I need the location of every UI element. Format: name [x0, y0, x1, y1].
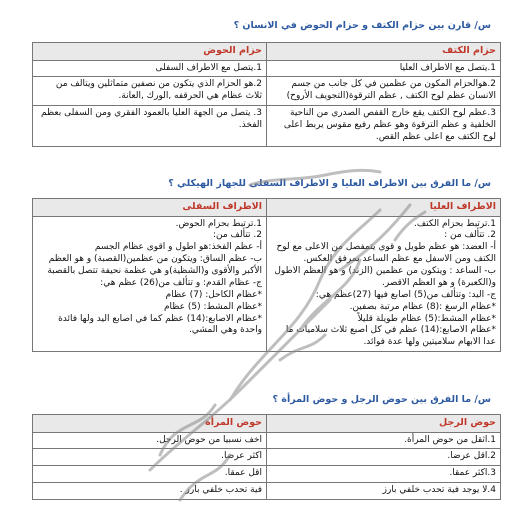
- cell: اقل عمقا.: [33, 466, 267, 483]
- list-item: أ- عظم الفخذ:هو اطول و اقوى عظام الجسم: [94, 242, 262, 253]
- table-row: [33, 216, 501, 352]
- table-row: [33, 466, 501, 483]
- list-item: ب- عظم الساق: ويتكون من عظمين(القصبة) و هو العظم الأكبر والأقوى و(الشظية)و هي عظمة نحيفة تتصل بالقصبة: [47, 254, 262, 277]
- cell: 1.يتصل مع الاطراف العليا: [267, 60, 501, 77]
- table-row: [33, 432, 501, 449]
- list-item: *عظام الاصابع:(14) عظم في كل اصبع ثلاث سلاميات ما عدا الابهام سلاميتين ولها عدة فوائد.: [285, 325, 496, 348]
- header-upper-limbs: الاطراف العليا: [267, 199, 501, 217]
- cell: 1.اثقل من حوض المرأة.: [267, 432, 501, 449]
- limbs-table: [32, 198, 501, 352]
- pelvis-comparison-table: [32, 414, 501, 500]
- cell: فية تحدب خلفي بارز .: [33, 483, 267, 500]
- list-item: *عظام المشط: (5) عظام: [163, 301, 262, 312]
- question-2-title: س/ ما الفرق بين الاطراف العليا و الاطراف السفلى للجهاز الهيكلي ؟: [168, 178, 491, 189]
- table-row: [33, 449, 501, 466]
- list-item: أ- العضد: هو عظم طويل و قوي يتمفصل من الاعلى مع لوح الكتف ومن الاسفل مع عظم الساعد بمرفق العكس.: [276, 242, 496, 265]
- header-shoulder-girdle: حزام الكتف: [267, 43, 501, 61]
- header-female-pelvis: حوض المرأة: [33, 415, 267, 433]
- list-item: 2. تتألف من :: [444, 230, 496, 241]
- table-row: [33, 77, 501, 106]
- cell: 2.اقل عرضا.: [267, 449, 501, 466]
- list-item: *عظام الرسغ :(8) عظام مرتبة بصفين.: [349, 301, 496, 312]
- table-row: [33, 106, 501, 147]
- question-3-title: س/ ما الفرق بين حوض الرجل و حوض المرأة ؟: [272, 394, 491, 405]
- list-item: ج- عظام القدم: و تتألف من(26) عظم هي:: [100, 277, 262, 288]
- table-row: [33, 60, 501, 77]
- cell: 1.يتصل مع الاطراف السفلى: [33, 60, 267, 77]
- lower-limbs-cell: [33, 216, 267, 352]
- cell: 3. يتصل من الجهة العليا بالعمود الفقري ومن السفلى بعظم الفخذ.: [33, 106, 267, 147]
- cell: 3.عظم لوح الكتف يقع خارج القفص الصدري من الناحية الخلفية و عظم الترقوة وهو عظم رفيع مقوس يربط اعلى لوح الكتف مع اعلى عظم القص.: [267, 106, 501, 147]
- cell: اخف نسبيا من حوض الرجل.: [33, 432, 267, 449]
- cell: 2.هوالحزام المكون من عظمين في كل جانب من جسم الانسان عظم لوح الكتف , عظم الترقوة(التجويف الأروح): [267, 77, 501, 106]
- list-item: *عظام الكاحل: (7) عظام: [165, 289, 262, 300]
- list-item: *عظام المشط:(5) عظام طويلة قليلاً: [357, 313, 496, 324]
- table-row: [33, 483, 501, 500]
- list-item: ب- الساعد : ويتكون من عظمين (الزند) و هو العظم الاطول و(الكعبرة) و هو العظم الاقصر.: [274, 266, 496, 288]
- header-lower-limbs: الاطراف السفلى: [33, 199, 267, 217]
- list-item: ج- اليد: وتتألف من(5) اصابع فيها (27)عظم هي:: [315, 289, 496, 300]
- list-item: 1.ترتبط بحزام الحوض.: [175, 218, 262, 229]
- shoulder-pelvic-girdle-table: [32, 42, 501, 147]
- list-item: 1.ترتبط بحزام الكتف.: [413, 218, 496, 229]
- cell: اكثر عرضا.: [33, 449, 267, 466]
- cell: 2.هو الحزام الذي يتكون من نصفين متماثلين ويتالف من ثلاث عظام هي الحرقفه ,الورك ,العانة.: [33, 77, 267, 106]
- cell: 3.اكثر عمقا.: [267, 466, 501, 483]
- cell: 4.لا يوجد فية تحدب خلفي بارز: [267, 483, 501, 500]
- header-male-pelvis: حوض الرجل: [267, 415, 501, 433]
- list-item: *عظام الاصابع:(14) عظم كما في اصابع اليد ولها فائدة واحدة وهي المشي.: [58, 313, 262, 336]
- header-pelvic-girdle: حزام الحوض: [33, 43, 267, 61]
- list-item: 2. تتألف من:: [212, 230, 262, 241]
- question-1-title: س/ قارن بين حزام الكتف و حزام الحوض في الانسان ؟: [233, 20, 491, 31]
- upper-limbs-cell: [267, 216, 501, 352]
